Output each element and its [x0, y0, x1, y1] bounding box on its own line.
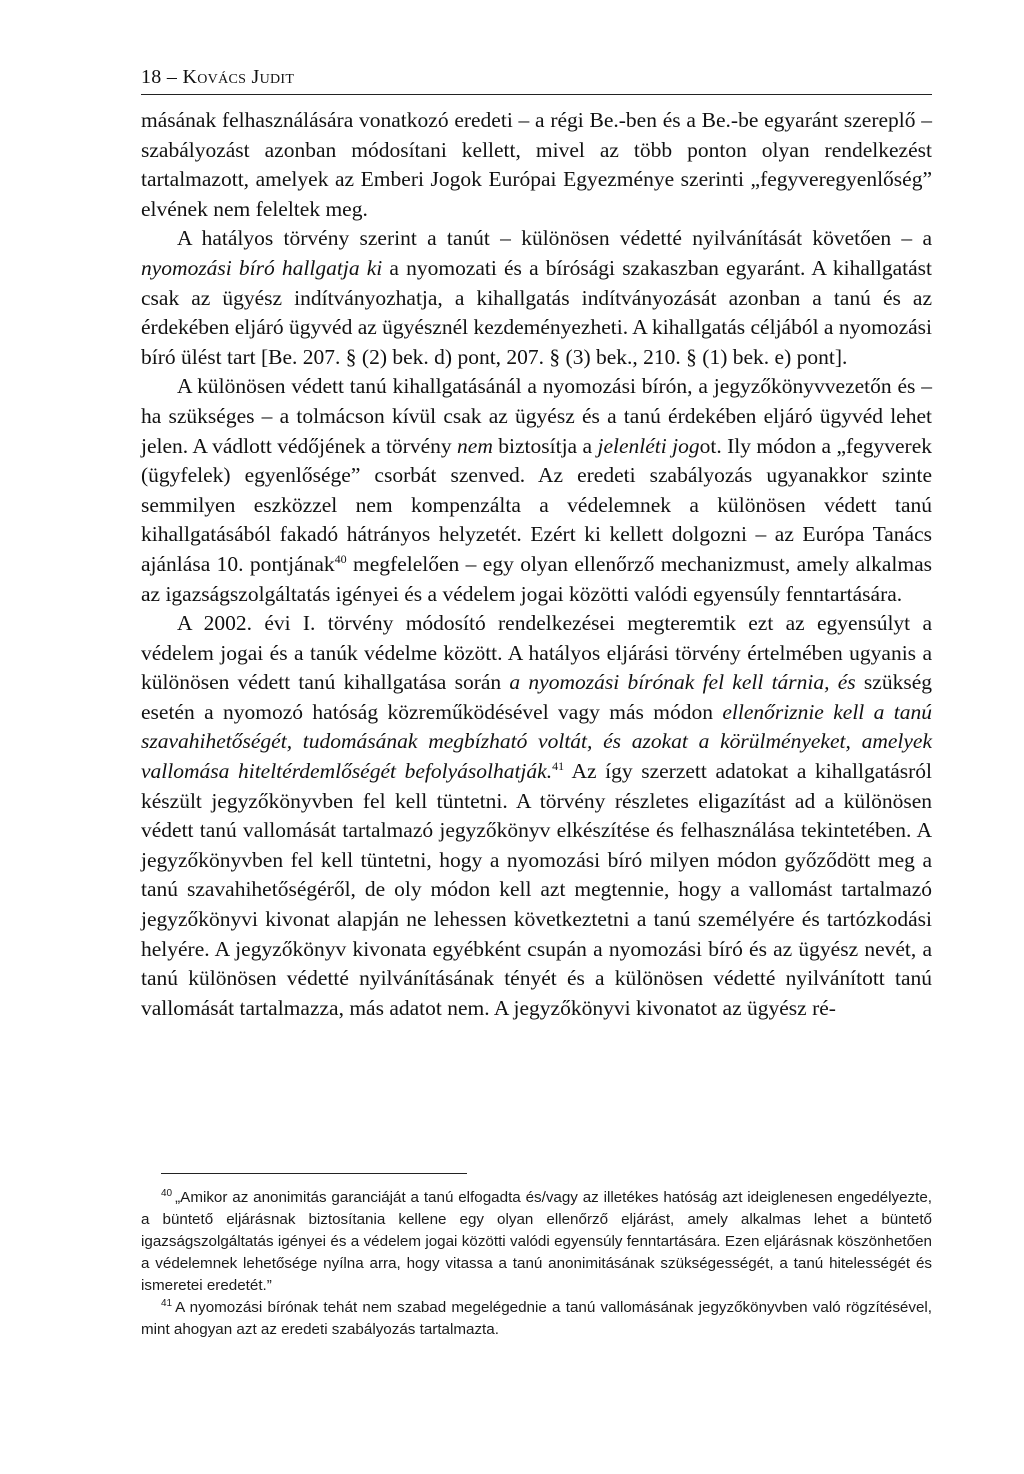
running-head — [141, 66, 932, 89]
p3-text-a: A különösen védett tanú kihallgatásánál a nyomozási bírón, a jegyzőkönyvvezetőn és – ha szükséges – a tolmácson kívül csak az ügyész és a tanú érdekében eljáró ügyvéd lehet jelen. A vádlott védőjének a törvény — [141, 374, 932, 458]
p4-text-a: A 2002. évi I. törvény módosító rendelkezései megteremtik ezt az egyensúlyt a védelem jogai és a tanúk védelme között. A hatályos eljárási törvény értelmében ugyanis a különösen védett tanú kihallgatása során — [141, 611, 932, 695]
footnote-40 — [141, 1187, 932, 1297]
footnote-text: „Amikor az anonimitás garanciáját a tanú elfogadta és/vagy az illetékes hatóság azt ideiglenesen engedélyezte, a büntető eljárásnak biztosítania kellene egy olyan ellenőrző eljárást, amely alkalmas lehet a büntető igazságszolgáltatás igényei és a védelem jogai közötti valódi egyensúly fenntartására. Ezen eljárásnak köszönhetően a védelemnek lehetősége nyílna arra, hogy vitassa a tanú anonimitásának szükségességét, a tanú hitelességét és ismeretei eredetét.” — [141, 1189, 932, 1294]
p3-text-b: biztosítja a — [492, 433, 598, 458]
footnote-number: 40 — [161, 1187, 173, 1199]
footnote-text: A nyomozási bírónak tehát nem szabad megelégednie a tanú vallomásának jegyzőkönyvben való rögzítésével, mint ahogyan azt az eredeti szabályozás tartalmazta. — [141, 1299, 932, 1338]
p3-italic-1: nem — [457, 433, 493, 458]
p3-text-c: ot. Ily módon a „fegyverek (ügyfelek) egyenlősége” csorbát szenved. Az eredeti szabályozás ugyanakkor szinte semmilyen eszközzel nem kompenzálta a védelemnek a különösen védett tanú kihallgatásából fakadó hátrányos helyzetét. Ezért ki kellett dolgozni – az Európa Tanács ajánlása 10. pontjának — [141, 433, 932, 576]
page-number: 18 — [141, 66, 162, 88]
p2-text-b: a nyomozati és a bírósági szakaszban egyaránt. A kihallgatást csak az ügyész indítványozhatja, a kihallgatás indítványozását azonban a tanú és az érdekében eljáró ügyvéd az ügyésznél kezdeményezheti. A kihallgatás céljából a nyomozási bíró ülést tart [Be. 207. § (2) bek. d) pont, 207. § (3) bek., 210. § (1) bek. e) pont]. — [141, 255, 932, 369]
p4-italic-2: ellenőriznie kell a tanú szavahihetőségét, tudomásának megbízható voltát, és azokat a körülményeket, amelyek vallomása hiteltérdemlőségét befolyásolhatják. — [141, 699, 932, 784]
author-name: Kovács Judit — [182, 66, 295, 88]
p4-text-c: Az így szerzett adatokat a kihallgatásról készült jegyzőkönyvben fel kell tüntetni. A törvény részletes eligazítást ad a különösen védett tanú vallomását tartalmazó jegyzőkönyv elkészítése és felhasználása tekintetében. A jegyzőkönyvben fel kell tüntetni, hogy a nyomozási bíró milyen módon győződött meg a tanú szavahihetőségéről, de oly módon kell azt megtennie, hogy a vallomást tartalmazó jegyzőkönyvi kivonat alapján ne lehessen következtetni a tanú személyére és tartózkodási helyére. A jegyzőkönyv kivonata egyébként csupán a nyomozási bíró és az ügyész nevét, a tanú különösen védetté nyilvánításának tényét és a különösen védetté nyilvánított tanú vallomását tartalmazza, más adatot nem. A jegyzőkönyvi kivonatot az ügyész ré- — [141, 759, 933, 1020]
p3-italic-2: jelenléti jog — [597, 433, 700, 458]
p2-italic-1: nyomozási bíró hallgatja ki — [141, 255, 383, 280]
footnote-41 — [141, 1297, 932, 1341]
header-separator: – — [161, 66, 183, 88]
footnote-ref-41: 41 — [552, 758, 565, 773]
p4-italic-1: a nyomozási bírónak fel kell tárnia, és — [509, 670, 856, 695]
paragraph-1: másának felhasználására vonatkozó eredeti – a régi Be.-ben és a Be.-be egyaránt szereplő – szabályozást azonban módosítani kellett, mivel az több ponton olyan rendelkezést tartalmazott, amelyek az Emberi Jogok Európai Egyezménye szerinti „fegyveregyenlőség” elvének nem feleltek meg. — [141, 108, 932, 221]
footnotes — [141, 1187, 932, 1341]
p4-text-b: szükség esetén a nyomozó hatóság közreműködésével vagy más módon — [141, 670, 933, 724]
paragraph-2 — [141, 224, 932, 372]
footnote-rule — [161, 1173, 467, 1174]
footnote-number: 41 — [161, 1297, 173, 1309]
p3-text-d: megfelelően – egy olyan ellenőrző mechanizmust, amely alkalmas az igazságszolgáltatás igényei és a védelem jogai közötti valódi egyensúly fenntartására. — [141, 551, 932, 606]
paragraph-4 — [141, 609, 932, 1023]
header-rule — [141, 94, 932, 95]
p2-text-a: A hatályos törvény szerint a tanút – különösen védetté nyilvánítását követően – a — [177, 226, 932, 251]
footnote-ref-40: 40 — [334, 551, 347, 566]
body-text — [141, 106, 932, 1023]
paragraph-3 — [141, 372, 932, 609]
